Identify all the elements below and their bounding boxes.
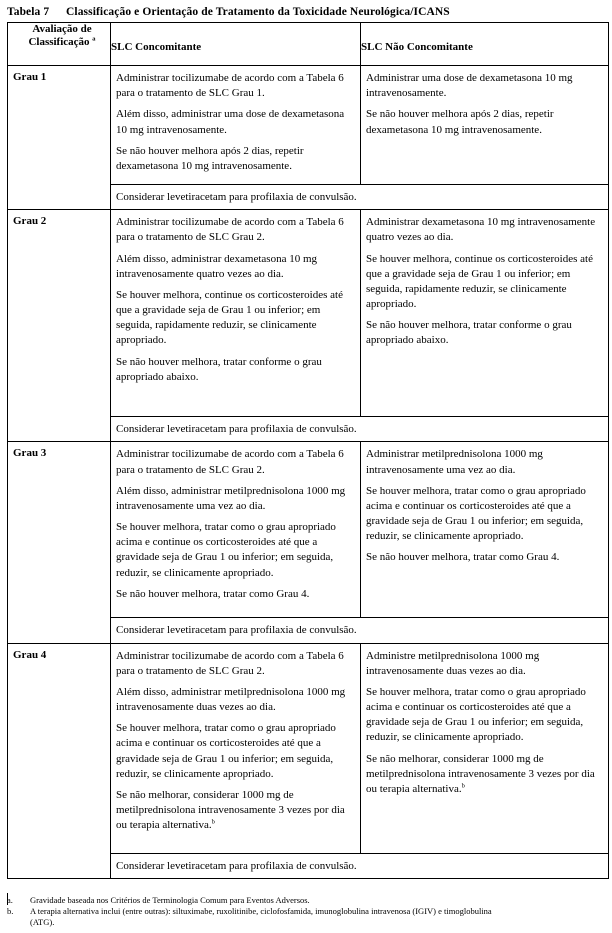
paragraph: Administrar tocilizumabe de acordo com a Tabela 6 para o tratamento de SLC Grau 2. <box>116 649 344 677</box>
table-number: Tabela 7 <box>7 6 50 18</box>
header-concomitant-crs: SLC Concomitante <box>111 23 361 66</box>
paragraph: Se não houver melhora após 2 dias, repetir dexametasona 10 mg intravenosamente. <box>366 108 554 136</box>
footnote-b-label: b. <box>7 906 14 916</box>
non-concomitant-cell <box>361 210 609 417</box>
paragraph: Se houver melhora, continue os corticosteroides até que a gravidade seja de Grau 1 ou inferior; em seguida, rapidamente reduzir, se clinicamente apropriado. <box>116 288 343 347</box>
concomitant-cell <box>111 66 361 185</box>
levetiracetam-note: Considerar levetiracetam para profilaxia de convulsão. <box>111 853 609 878</box>
levetiracetam-note: Considerar levetiracetam para profilaxia de convulsão. <box>111 618 609 643</box>
table-caption <box>7 6 450 18</box>
grade-row <box>8 442 609 618</box>
concomitant-cell <box>111 442 361 618</box>
paragraph: Administrar metilprednisolona 1000 mg intravenosamente uma vez ao dia. <box>366 448 543 476</box>
paragraph: Além disso, administrar metilprednisolona 1000 mg intravenosamente duas vezes ao dia. <box>116 685 346 714</box>
non-concomitant-cell <box>361 442 609 618</box>
paragraph: Além disso, administrar uma dose de dexametasona 10 mg intravenosamente. <box>116 108 345 136</box>
paragraph: Se houver melhora, tratar como o grau apropriado acima e continuar os corticosteroides até que a gravidade seja de Grau 1 ou inferior; em seguida, reduzir, se clinicamente apropriado. <box>366 484 586 543</box>
icans-grading-table <box>7 22 609 879</box>
concomitant-cell <box>111 643 361 853</box>
footnote-ref-b: b <box>211 818 215 826</box>
paragraph: Se não houver melhora, tratar como Grau 4. <box>366 551 560 564</box>
grade-label: Grau 2 <box>8 210 111 442</box>
footnote-a-text: Gravidade baseada nos Critérios de Terminologia Comum para Eventos Adversos. <box>30 895 310 905</box>
paragraph: Se não houver melhora após 2 dias, repetir dexametasona 10 mg intravenosamente. <box>116 144 304 172</box>
paragraph: Administre metilprednisolona 1000 mg intravenosamente duas vezes ao dia. <box>366 649 540 677</box>
non-concomitant-cell <box>361 66 609 185</box>
header-grading: Avaliação de Classificação $^a$ <box>8 23 111 66</box>
paragraph: Se não houver melhora, tratar conforme o grau apropriado abaixo. <box>116 355 322 383</box>
paragraph: Se não houver melhora, tratar como Grau 4. <box>116 587 310 600</box>
footnote-b-text: A terapia alternativa inclui (entre outras): siltuximabe, ruxolitinibe, ciclofosfamida, imunoglobulina intravenosa (IGIV) e timoglobulina <box>30 906 492 916</box>
paragraph: Se não melhorar, considerar 1000 mg de metilprednisolona intravenosamente 3 vezes por dia ou terapia alternativa.$^b$ <box>116 788 345 832</box>
footnote-b <box>7 906 602 928</box>
paragraph: Se não melhorar, considerar 1000 mg de metilprednisolona intravenosamente 3 vezes por dia ou terapia alternativa.$^b$ <box>366 752 595 795</box>
grade-label: Grau 3 <box>8 442 111 643</box>
table-header-row <box>8 23 609 66</box>
footnote-a-label: a. <box>7 895 13 905</box>
paragraph: Além disso, administrar metilprednisolona 1000 mg intravenosamente uma vez ao dia. <box>116 484 346 512</box>
footnote-b-continuation: (ATG). <box>30 916 55 927</box>
footnote-ref-b: b <box>461 782 465 790</box>
paragraph: Se não houver melhora, tratar conforme o grau apropriado abaixo. <box>366 319 572 347</box>
paragraph: Administrar dexametasona 10 mg intravenosamente quatro vezes ao dia. <box>366 216 596 244</box>
grade-row <box>8 643 609 853</box>
paragraph: Administrar uma dose de dexametasona 10 mg intravenosamente. <box>366 72 573 100</box>
header-non-concomitant-crs: SLC Não Concomitante <box>361 23 609 66</box>
paragraph: Se houver melhora, tratar como o grau apropriado acima e continue os corticosteroides até que a gravidade seja de Grau 1 ou inferior; em seguida, reduzir, se clinicamente apropriado. <box>116 521 336 579</box>
footnote-a <box>7 895 310 906</box>
grade-row <box>8 210 609 417</box>
footnote-ref-a: a <box>92 35 96 43</box>
levetiracetam-note: Considerar levetiracetam para profilaxia de convulsão. <box>111 185 609 210</box>
paragraph: Se houver melhora, tratar como o grau apropriado acima e continuar os corticosteroides até que a gravidade seja de Grau 1 ou inferior; em seguida, reduzir, se clinicamente apropriado. <box>366 685 586 744</box>
paragraph: Se houver melhora, continue os corticosteroides até que a gravidade seja de Grau 1 ou inferior; em seguida, rapidamente reduzir, se clinicamente apropriado. <box>366 252 593 311</box>
grade-label: Grau 4 <box>8 643 111 878</box>
paragraph: Administrar tocilizumabe de acordo com a Tabela 6 para o tratamento de SLC Grau 1. <box>116 72 344 100</box>
non-concomitant-cell <box>361 643 609 853</box>
levetiracetam-note: Considerar levetiracetam para profilaxia de convulsão. <box>111 417 609 442</box>
paragraph: Se houver melhora, tratar como o grau apropriado acima e continuar os corticosteroides até que a gravidade seja de Grau 1 ou inferior; em seguida, reduzir, se clinicamente apropriado. <box>116 722 336 780</box>
paragraph: Administrar tocilizumabe de acordo com a Tabela 6 para o tratamento de SLC Grau 2. <box>116 216 344 244</box>
paragraph: Além disso, administrar dexametasona 10 mg intravenosamente quatro vezes ao dia. <box>116 252 318 280</box>
table-title: Classificação e Orientação de Tratamento da Toxicidade Neurológica/ICANS <box>66 6 450 18</box>
grade-row <box>8 66 609 185</box>
concomitant-cell <box>111 210 361 417</box>
paragraph: Administrar tocilizumabe de acordo com a Tabela 6 para o tratamento de SLC Grau 2. <box>116 448 344 476</box>
grade-label: Grau 1 <box>8 66 111 210</box>
